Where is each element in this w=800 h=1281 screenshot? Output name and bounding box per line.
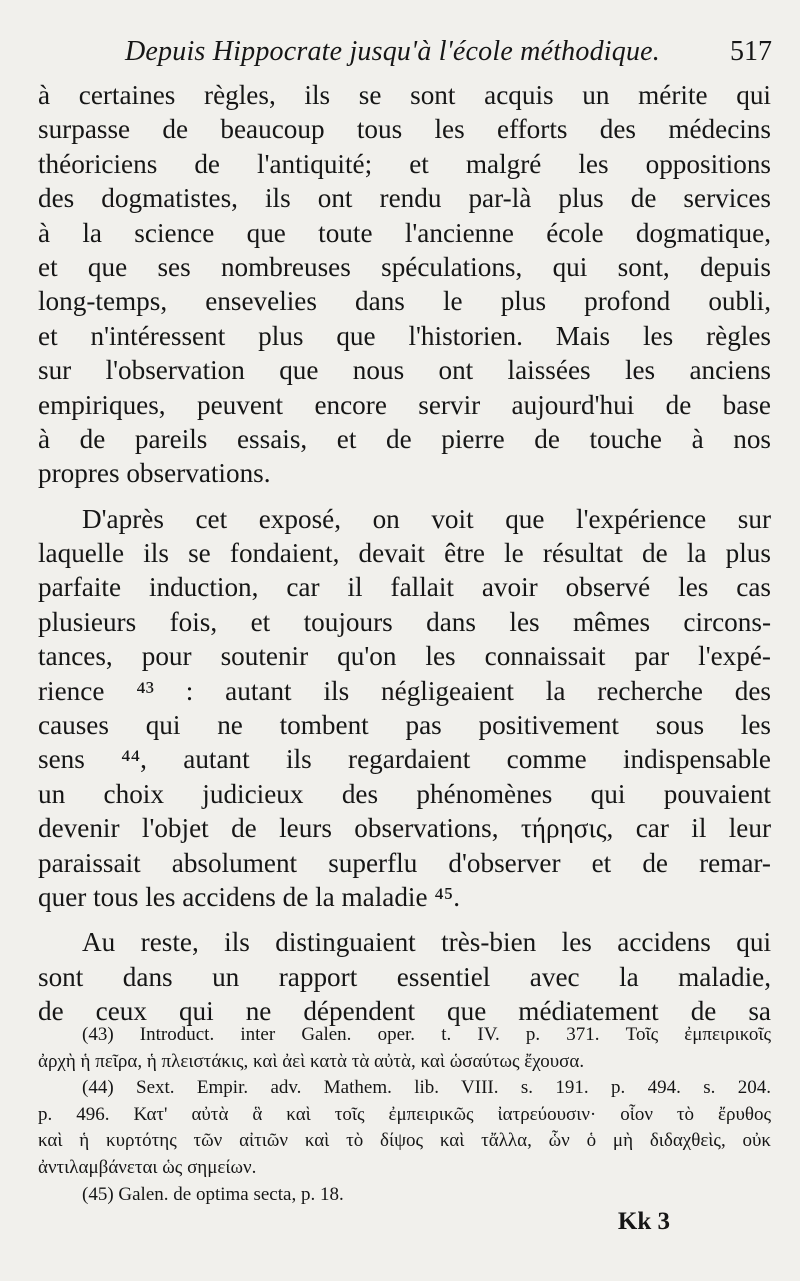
text-line: sont dans un rapport essentiel avec la maladie, [38, 961, 771, 992]
text-line: laquelle ils se fondaient, devait être le résultat de la plus [38, 538, 771, 569]
body-text [38, 78, 771, 1029]
text-line: paraissait absolument superflu d'observer et de remar- [38, 847, 771, 878]
text-line: tances, pour soutenir qu'on les connaissait par l'expé- [38, 641, 771, 672]
text-line: des dogmatistes, ils ont rendu par-là plus de services [38, 183, 771, 214]
text-line: et n'intéressent plus que l'historien. Mais les règles [38, 320, 771, 351]
footnote-line: ἀρχὴ ἡ πεῖρα, ἡ πλειστάκις, καὶ ἀεὶ κατὰ τὰ αὐτὰ, καὶ ὡσαύτως ἔχουσα. [38, 1050, 585, 1072]
page-header [115, 36, 772, 76]
footnote-43 [38, 1022, 771, 1075]
text-line: propres observations. [38, 458, 271, 489]
page-number: 517 [730, 36, 772, 67]
paragraph-1 [38, 78, 771, 491]
text-line: causes qui ne tombent pas positivement sous les [38, 710, 771, 741]
footnote-line: ἀντιλαμβάνεται ὡς σημείων. [38, 1156, 257, 1178]
text-line: D'après cet exposé, on voit que l'expérience sur [82, 503, 771, 534]
footnote-line: (43) Introduct. inter Galen. oper. t. IV. p. 371. Τοῖς ἐμπειρικοῖς [82, 1024, 771, 1045]
text-line: de ceux qui ne dépendent que médiatement de sa [38, 996, 771, 1027]
text-line: devenir l'objet de leurs observations, τήρησις, car il leur [38, 813, 771, 844]
text-line: théoriciens de l'antiquité; et malgré les oppositions [38, 148, 771, 179]
footnote-line: p. 496. Κατ' αὐτὰ ἃ καὶ τοῖς ἐμπειρικῶς ἰατρεύουσιν· οἷον τὸ ἔρυθος [38, 1103, 771, 1125]
footnote-44 [38, 1075, 771, 1181]
text-line: quer tous les accidens de la maladie ⁴⁵. [38, 881, 461, 912]
running-title: Depuis Hippocrate jusqu'à l'école méthodique. [125, 36, 660, 67]
text-line: plusieurs fois, et toujours dans les mêmes circons- [38, 606, 771, 637]
text-line: et que ses nombreuses spéculations, qui sont, depuis [38, 251, 771, 282]
text-line: empiriques, peuvent encore servir aujourd'hui de base [38, 389, 771, 420]
text-line: à certaines règles, ils se sont acquis un mérite qui [38, 80, 771, 110]
signature-mark: Kk 3 [617, 1208, 670, 1235]
text-line: parfaite induction, car il fallait avoir observé les cas [38, 572, 771, 603]
text-line: sur l'observation que nous ont laissées les anciens [38, 355, 771, 386]
footnote-line: (44) Sext. Empir. adv. Mathem. lib. VIII. s. 191. p. 494. s. 204. [82, 1077, 771, 1099]
paragraph-2 [38, 502, 771, 915]
footnote-line: καὶ ἡ κυρτότης τῶν αἰτιῶν καὶ τὸ δίψος καὶ τἄλλα, ὧν ὁ μὴ διδαχθεὶς, οὐκ [38, 1130, 771, 1152]
text-line: surpasse de beaucoup tous les efforts des médecins [38, 114, 771, 145]
text-line: sens ⁴⁴, autant ils regardaient comme indispensable [38, 744, 771, 775]
text-line: Au reste, ils distinguaient très-bien les accidens qui [82, 927, 771, 958]
text-line: à de pareils essais, et de pierre de touche à nos [38, 423, 771, 454]
text-line: rience ⁴³ : autant ils négligeaient la recherche des [38, 675, 771, 706]
footnotes [38, 1022, 771, 1208]
text-line: à la science que toute l'ancienne école dogmatique, [38, 217, 771, 248]
paragraph-3 [38, 925, 771, 1028]
text-line: long-temps, ensevelies dans le plus profond oubli, [38, 286, 771, 317]
footnote-45 [38, 1182, 771, 1209]
footnote-line: (45) Galen. de optima secta, p. 18. [82, 1183, 344, 1205]
text-line: un choix judicieux des phénomènes qui pouvaient [38, 778, 771, 809]
